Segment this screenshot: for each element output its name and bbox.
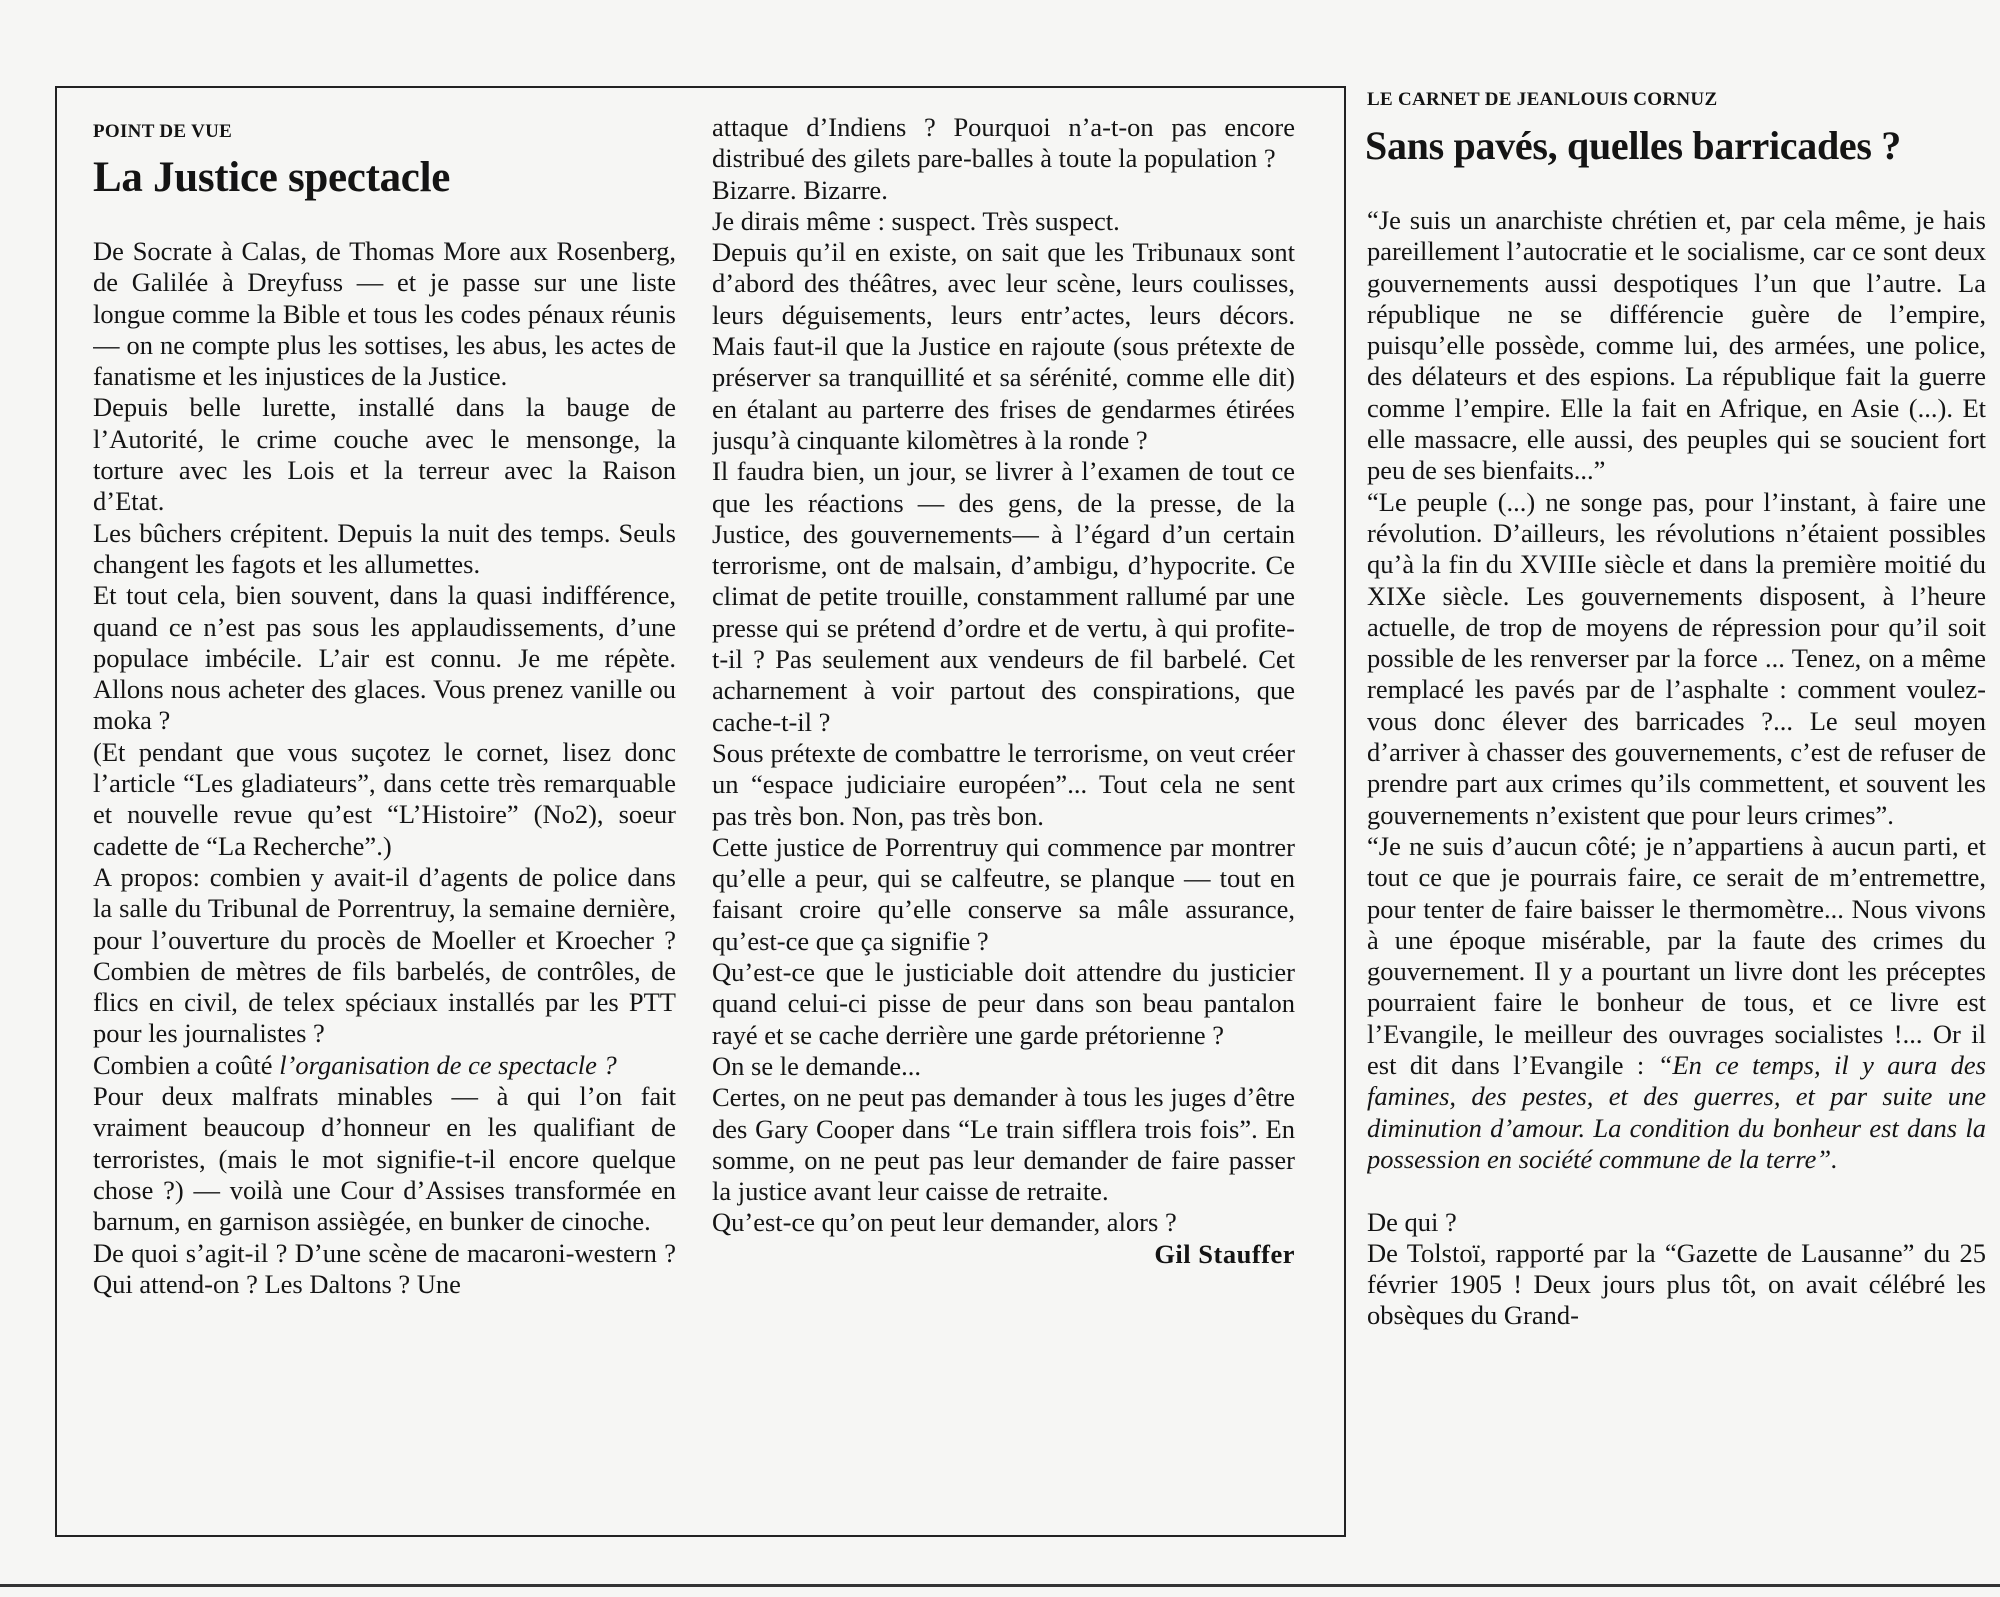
- paragraph: [712, 175, 1295, 206]
- paragraph: [1367, 831, 1986, 1175]
- paragraph-text: Il faudra bien, un jour, se livrer à l’examen de tout ce que les réactions — des gens, de la presse, de la Justice, des gouvernements— à l’égard d’un certain terrorisme, ont de malsain, d’ambigu, d’hypocrite. Ce climat de petite trouille, constamment rallumé par une presse qui se prétend d’ordre et de vertu, à qui profite-t-il ? Pas seulement aux vendeurs de fil barbelé. Cet acharnement à voir partout des conspirations, que cache-t-il ?: [712, 456, 1295, 737]
- paragraph-text: Certes, on ne peut pas demander à tous les juges d’être des Gary Cooper dans “Le train sifflera trois fois”. En somme, on ne peut pas leur demander de faire passer la justice avant leur caisse de retraite.: [712, 1082, 1295, 1207]
- paragraph-text: (Et pendant que vous suçotez le cornet, lisez donc l’article “Les gladiateurs”, dans cette très remarquable et nouvelle revue qu’est “L’Histoire” (No2), soeur cadette de “La Recherche”.): [93, 736, 676, 861]
- page-bottom-rule: [0, 1584, 2000, 1587]
- right-article-title: Sans pavés, quelles barricades ?: [1365, 123, 1902, 168]
- paragraph-text: Qu’est-ce qu’on peut leur demander, alors ?: [712, 1207, 1177, 1238]
- paragraph: [93, 1081, 676, 1237]
- paragraph-text: De qui ?: [1367, 1206, 1457, 1237]
- paragraph: [93, 1238, 676, 1301]
- paragraph-text: De Tolstoï, rapporté par la “Gazette de Lausanne” du 25 février 1905 ! Deux jours plus tôt, on avait célébré les obsèques du Grand-: [1367, 1237, 1986, 1331]
- paragraph: [712, 957, 1295, 1051]
- paragraph-text: Depuis qu’il en existe, on sait que les Tribunaux sont d’abord des théâtres, avec leur scène, leurs coulisses, leurs déguisements, leurs entr’actes, leurs décors. Mais faut-il que la Justice en rajoute (sous prétexte de préserver sa tranquillité et sa sérénité, comme elle dit) en étalant au parterre des frises de gendarmes étirées jusqu’à cinquante kilomètres à la ronde ?: [712, 237, 1295, 455]
- paragraph: [93, 392, 676, 517]
- author-signature: Gil Stauffer: [1154, 1238, 1295, 1269]
- right-article-rubric: LE CARNET DE JEANLOUIS CORNUZ: [1367, 89, 1718, 110]
- paragraph-text: De Socrate à Calas, de Thomas More aux Rosenberg, de Galilée à Dreyfuss — et je passe sur une liste longue comme la Bible et tous les codes pénaux réunis — on ne compte plus les sottises, les abus, les actes de fanatisme et les injustices de la Justice.: [93, 236, 676, 392]
- paragraph-text: Depuis belle lurette, installé dans la bauge de l’Autorité, le crime couche avec le mensonge, la torture avec les Lois et la terreur avec la Raison d’Etat.: [93, 392, 676, 517]
- paragraph-text: “Le peuple (...) ne songe pas, pour l’instant, à faire une révolution. D’ailleurs, les révolutions n’étaient possibles qu’à la fin du XVIIIe siècle et dans la première moitié du XIXe siècle. Les gouvernements disposent, à l’heure actuelle, de trop de moyens de répression pour qu’il soit possible de les renverser par la force ... Tenez, on a même remplacé les pavés par de l’asphalte : comment voulez-vous donc élever des barricades ?... Le seul moyen d’arriver à chasser des gouvernements, c’est de refuser de prendre part aux crimes qu’ils commettent, et souvent les gouvernements n’existent que pour leurs crimes”.: [1367, 486, 1986, 830]
- paragraph: [712, 832, 1295, 957]
- paragraph-text: Et tout cela, bien souvent, dans la quasi indifférence, quand ce n’est pas sous les applaudissements, d’une populace imbécile. L’air est connu. Je me répète. Allons nous acheter des glaces. Vous prenez vanille ou moka ?: [93, 580, 676, 736]
- paragraph: [1367, 1207, 1986, 1238]
- paragraph: [93, 737, 676, 862]
- paragraph: [1367, 487, 1986, 831]
- paragraph-text: Sous prétexte de combattre le terrorisme, on veut créer un “espace judiciaire européen”... Tout cela ne sent pas très bon. Non, pas très bon.: [712, 737, 1295, 831]
- paragraph: [712, 112, 1295, 175]
- paragraph-text: On se le demande...: [712, 1050, 921, 1081]
- paragraph: [712, 1051, 1295, 1082]
- paragraph-text: De quoi s’agit-il ? D’une scène de macaroni-western ? Qui attend-on ? Les Daltons ? Une: [93, 1237, 676, 1299]
- paragraph: [93, 862, 676, 1050]
- paragraph-text: Pour deux malfrats minables — à qui l’on fait vraiment beaucoup d’honneur en les qualifiant de terroristes, (mais le mot signifie-t-il encore quelque chose ?) — voilà une Cour d’Assises transformée en barnum, en garnison assiègée, en bunker de cinoche.: [93, 1081, 676, 1237]
- left-article-column-1: [93, 236, 676, 1526]
- paragraph-text: “Je suis un anarchiste chrétien et, par cela même, je hais pareillement l’autocratie et le socialisme, car ce sont deux gouvernements aussi despotiques l’un que l’autre. La république ne se différencie guère de l’empire, puisqu’elle possède, comme lui, des armées, une police, des délateurs et des espions. La république fait la guerre comme l’empire. Elle la fait en Afrique, en Asie (...). Et elle massacre, elle aussi, des peuples qui se soucient fort peu de ses bienfaits...”: [1367, 205, 1986, 486]
- left-article-title: La Justice spectacle: [93, 154, 451, 201]
- paragraph: [712, 1082, 1295, 1207]
- paragraph-text: Qu’est-ce que le justiciable doit attendre du justicier quand celui-ci pisse de peur dans son beau pantalon rayé et se cache derrière une garde prétorienne ?: [712, 957, 1295, 1050]
- paragraph-text: Bizarre. Bizarre.: [712, 174, 888, 205]
- paragraph: [712, 456, 1295, 738]
- paragraph-text: attaque d’Indiens ? Pourquoi n’a-t-on pas encore distribué des gilets pare-balles à toute la population ?: [712, 112, 1295, 174]
- paragraph: [93, 580, 676, 736]
- paragraph: [712, 1207, 1295, 1238]
- paragraph-text: Je dirais même : suspect. Très suspect.: [712, 205, 1120, 236]
- paragraph: [93, 1050, 676, 1081]
- paragraph: [712, 237, 1295, 456]
- paragraph: [93, 518, 676, 581]
- right-article-column: [1367, 205, 1986, 1590]
- paragraph: [712, 738, 1295, 832]
- paragraph: [1367, 1238, 1986, 1332]
- paragraph: [1367, 205, 1986, 487]
- paragraph-text: A propos: combien y avait-il d’agents de police dans la salle du Tribunal de Porrentruy, la semaine dernière, pour l’ouverture du procès de Moeller et Kroecher ? Combien de mètres de fils barbelés, de contrôles, de flics en civil, de telex spéciaux installés par les PTT pour les journalistes ?: [93, 861, 676, 1049]
- left-article-column-2: [712, 112, 1295, 1524]
- paragraph-italic-text: l’organisation de ce spectacle ?: [279, 1049, 617, 1080]
- paragraph-italic-text: “En ce temps, il y aura des famines, des pestes, et des guerres, et par suite une diminution d’amour. La condition du bonheur est dans la possession en société commune de la terre”.: [1367, 1050, 1986, 1174]
- paragraph-text: Les bûchers crépitent. Depuis la nuit des temps. Seuls changent les fagots et les allumettes.: [93, 517, 676, 579]
- paragraph-text: Combien a coûté: [93, 1049, 280, 1080]
- left-article-rubric: POINT DE VUE: [93, 121, 233, 142]
- paragraph: [93, 236, 676, 392]
- paragraph-text: Cette justice de Porrentruy qui commence par montrer qu’elle a peur, qui se calfeutre, se planque — tout en faisant croire qu’elle conserve sa mâle assurance, qu’est-ce que ça signifie ?: [712, 831, 1295, 956]
- paragraph-text: “Je ne suis d’aucun côté; je n’appartiens à aucun parti, et tout ce que je pourrais faire, ce serait de m’entremettre, pour tenter de faire baisser le thermomètre... Nous vivons à une époque misérable, par la faute des crimes du gouvernement. Il y a pourtant un livre dont les préceptes pourraient faire le bonheur de tous, et ce livre est l’Evangile, le meilleur des ouvrages socialistes !... Or il est dit dans l’Evangile :: [1367, 830, 1986, 1081]
- paragraph: [712, 206, 1295, 237]
